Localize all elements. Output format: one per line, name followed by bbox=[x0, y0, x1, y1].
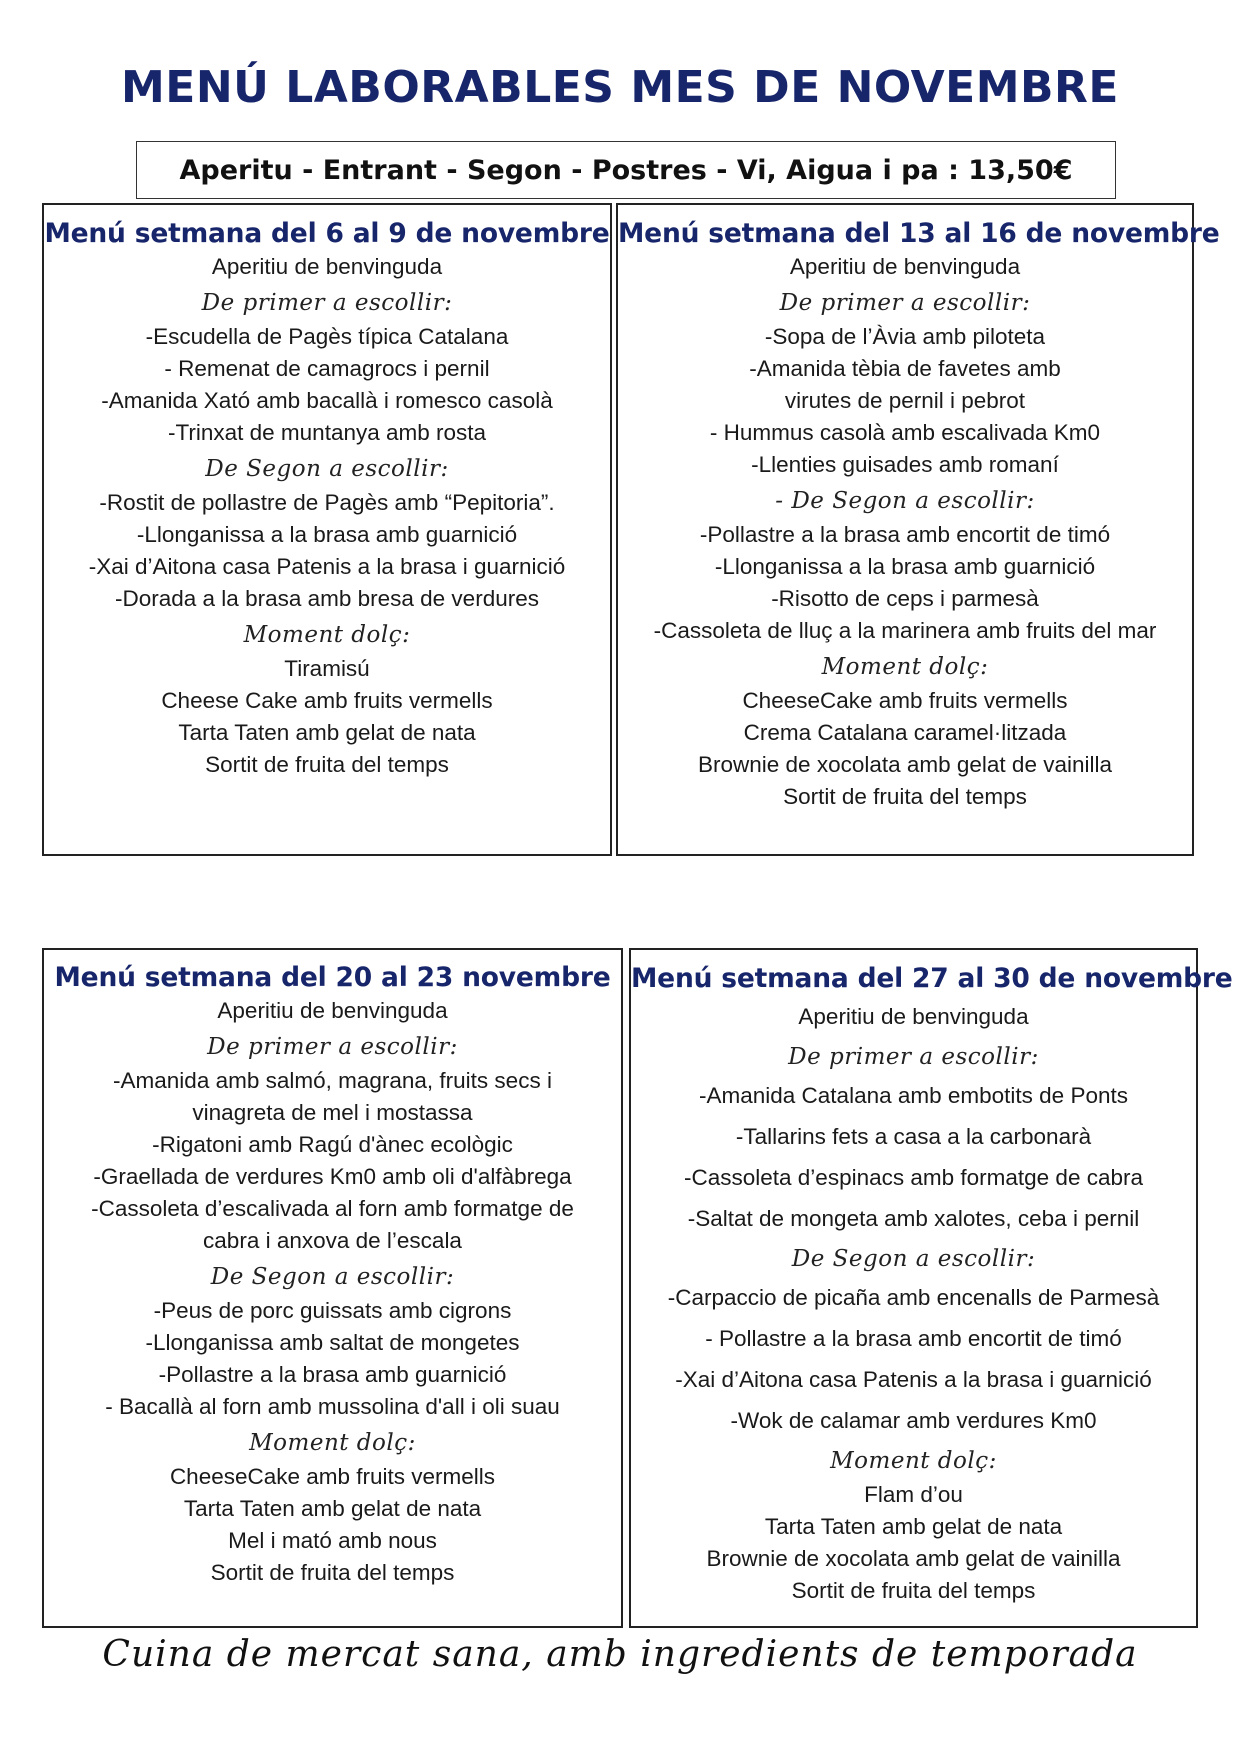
dessert-item: Tarta Taten amb gelat de nata bbox=[764, 1514, 1063, 1539]
first-course-item: -Escudella de Pagès típica Catalana bbox=[145, 324, 509, 349]
dessert-item: Crema Catalana caramel·litzada bbox=[743, 720, 1067, 745]
dessert-item: Mel i mató amb nous bbox=[228, 1528, 437, 1553]
first-course-item: -Rigatoni amb Ragú d'ànec ecològic bbox=[152, 1132, 513, 1157]
second-course-item: -Rostit de pollastre de Pagès amb “Pepitoria”. bbox=[99, 490, 555, 515]
week-heading: Menú setmana del 20 al 23 novembre bbox=[54, 962, 611, 993]
first-course-list bbox=[618, 321, 1192, 481]
week-heading: Menú setmana del 27 al 30 de novembre bbox=[631, 963, 1233, 994]
dessert-item: Cheese Cake amb fruits vermells bbox=[161, 688, 493, 713]
dessert-list bbox=[618, 685, 1192, 813]
dessert-item: Sortit de fruita del temps bbox=[783, 784, 1027, 809]
second-course-label: - De Segon a escollir: bbox=[775, 488, 1035, 514]
second-course-item: -Risotto de ceps i parmesà bbox=[771, 586, 1039, 611]
dessert-label: Moment dolç: bbox=[249, 1430, 416, 1456]
dessert-item: Tiramisú bbox=[284, 656, 370, 681]
first-course-item: -Cassoleta d’escalivada al forn amb formatge de bbox=[91, 1196, 574, 1221]
second-course-item: -Cassoleta de lluç a la marinera amb fruits del mar bbox=[653, 618, 1157, 643]
price-banner bbox=[136, 141, 1116, 199]
second-course-label: De Segon a escollir: bbox=[210, 1264, 455, 1290]
second-course-item: -Carpaccio de picaña amb encenalls de Parmesà bbox=[667, 1285, 1160, 1310]
week-menu-3 bbox=[42, 948, 623, 1628]
second-course-list bbox=[44, 1295, 621, 1423]
first-course-item: -Amanida tèbia de favetes amb bbox=[749, 356, 1061, 381]
welcome-aperitif: Aperitiu de benvinguda bbox=[789, 254, 1021, 279]
dessert-item: Sortit de fruita del temps bbox=[791, 1578, 1036, 1603]
footer-slogan: Cuina de mercat sana, amb ingredients de temporada bbox=[102, 1634, 1138, 1675]
first-course-item: -Amanida Catalana amb embotits de Ponts bbox=[699, 1083, 1128, 1108]
page-title: MENÚ LABORABLES MES DE NOVEMBRE bbox=[121, 62, 1119, 113]
second-course-item: -Wok de calamar amb verdures Km0 bbox=[730, 1408, 1097, 1433]
first-course-label: De primer a escollir: bbox=[207, 1034, 458, 1060]
second-course-item: -Llonganissa amb saltat de mongetes bbox=[145, 1330, 520, 1355]
first-course-list bbox=[631, 1075, 1196, 1239]
dessert-list bbox=[44, 653, 610, 781]
second-course-item: -Peus de porc guissats amb cigrons bbox=[153, 1298, 512, 1323]
first-course-item: -Sopa de l’Àvia amb piloteta bbox=[764, 324, 1046, 349]
first-course-label: De primer a escollir: bbox=[201, 290, 453, 316]
first-course-item: -Saltat de mongeta amb xalotes, ceba i pernil bbox=[687, 1206, 1140, 1231]
first-course-item: -Tallarins fets a casa a la carbonarà bbox=[735, 1124, 1092, 1149]
first-course-label: De primer a escollir: bbox=[788, 1044, 1039, 1070]
dessert-label: Moment dolç: bbox=[830, 1448, 997, 1474]
dessert-list bbox=[44, 1461, 621, 1589]
dessert-item: CheeseCake amb fruits vermells bbox=[742, 688, 1068, 713]
week-menu-1 bbox=[42, 203, 612, 856]
second-course-item: -Llonganissa a la brasa amb guarnició bbox=[136, 522, 518, 547]
second-course-item: -Pollastre a la brasa amb guarnició bbox=[158, 1362, 507, 1387]
first-course-list bbox=[44, 321, 610, 449]
second-course-label: De Segon a escollir: bbox=[791, 1246, 1036, 1272]
week-menu-2 bbox=[616, 203, 1220, 856]
welcome-aperitif: Aperitiu de benvinguda bbox=[211, 254, 443, 279]
second-course-label: De Segon a escollir: bbox=[205, 456, 449, 482]
first-course-item: -Cassoleta d’espinacs amb formatge de cabra bbox=[684, 1165, 1143, 1190]
first-course-item: -Llenties guisades amb romaní bbox=[751, 452, 1059, 477]
second-course-item: -Llonganissa a la brasa amb guarnició bbox=[714, 554, 1096, 579]
first-course-item: cabra i anxova de l’escala bbox=[203, 1228, 462, 1253]
second-course-item: - Bacallà al forn amb mussolina d'all i oli suau bbox=[105, 1394, 560, 1419]
first-course-item: vinagreta de mel i mostassa bbox=[192, 1100, 473, 1125]
welcome-aperitif: Aperitiu de benvinguda bbox=[798, 1004, 1029, 1029]
dessert-item: CheeseCake amb fruits vermells bbox=[169, 1464, 496, 1489]
second-course-list bbox=[44, 487, 610, 615]
second-course-item: -Pollastre a la brasa amb encortit de timó bbox=[699, 522, 1111, 547]
second-course-item: -Dorada a la brasa amb bresa de verdures bbox=[115, 586, 539, 611]
dessert-label: Moment dolç: bbox=[821, 654, 989, 680]
week-heading: Menú setmana del 13 al 16 de novembre bbox=[618, 218, 1220, 249]
dessert-item: Flam d’ou bbox=[864, 1482, 963, 1507]
second-course-list bbox=[618, 519, 1192, 647]
first-course-item: -Graellada de verdures Km0 amb oli d'alfàbrega bbox=[93, 1164, 572, 1189]
first-course-item: - Hummus casolà amb escalivada Km0 bbox=[709, 420, 1101, 445]
second-course-item: - Pollastre a la brasa amb encortit de timó bbox=[705, 1326, 1122, 1351]
dessert-list bbox=[631, 1479, 1196, 1607]
welcome-aperitif: Aperitiu de benvinguda bbox=[217, 998, 448, 1023]
week-menu-4 bbox=[629, 948, 1233, 1628]
dessert-item: Sortit de fruita del temps bbox=[210, 1560, 455, 1585]
week-heading: Menú setmana del 6 al 9 de novembre bbox=[44, 218, 610, 249]
second-course-item: -Xai d’Aitona casa Patenis a la brasa i guarnició bbox=[675, 1367, 1152, 1392]
first-course-item: - Remenat de camagrocs i pernil bbox=[164, 356, 490, 381]
first-course-item: -Amanida Xató amb bacallà i romesco casolà bbox=[101, 388, 553, 413]
second-course-item: -Xai d’Aitona casa Patenis a la brasa i guarnició bbox=[88, 554, 566, 579]
first-course-item: -Amanida amb salmó, magrana, fruits secs i bbox=[113, 1068, 552, 1093]
second-course-list bbox=[631, 1277, 1196, 1441]
dessert-item: Tarta Taten amb gelat de nata bbox=[183, 1496, 482, 1521]
dessert-item: Tarta Taten amb gelat de nata bbox=[178, 720, 476, 745]
dessert-label: Moment dolç: bbox=[243, 622, 411, 648]
first-course-item: virutes de pernil i pebrot bbox=[784, 388, 1026, 413]
dessert-item: Brownie de xocolata amb gelat de vainilla bbox=[698, 752, 1112, 777]
first-course-item: -Trinxat de muntanya amb rosta bbox=[167, 420, 487, 445]
price-line: Aperitu - Entrant - Segon - Postres - Vi, Aigua i pa : 13,50€ bbox=[179, 154, 1073, 186]
dessert-item: Sortit de fruita del temps bbox=[205, 752, 449, 777]
dessert-item: Brownie de xocolata amb gelat de vainilla bbox=[706, 1546, 1121, 1571]
first-course-list bbox=[44, 1065, 621, 1257]
first-course-label: De primer a escollir: bbox=[779, 290, 1031, 316]
